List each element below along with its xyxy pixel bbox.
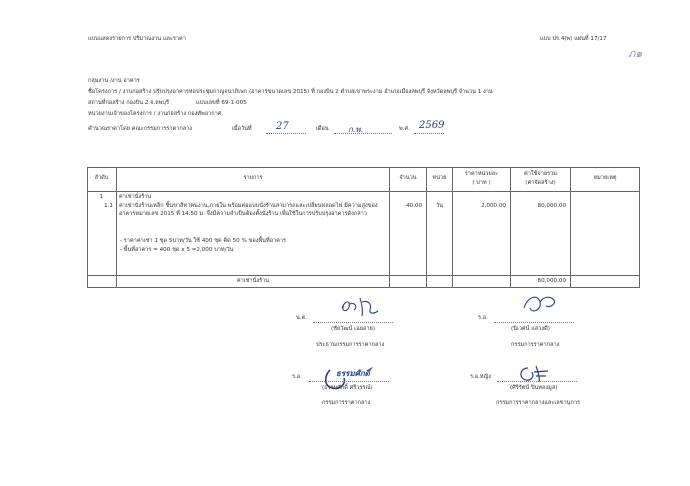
date-month-dots bbox=[334, 133, 392, 134]
signature-member-2-handwriting: ธรรมศักดิ์ bbox=[336, 368, 370, 378]
year-label: พ.ศ. bbox=[399, 126, 410, 132]
date-year: 2569 bbox=[419, 120, 445, 131]
table-rule bbox=[570, 167, 571, 288]
date-day-dots bbox=[266, 133, 306, 134]
date-day: 27 bbox=[276, 121, 289, 132]
date-label: เมื่อวันที่ bbox=[232, 126, 252, 132]
price-table bbox=[87, 167, 640, 288]
signature-name: (นิเวศน์ แสวงดี) bbox=[511, 326, 550, 332]
table-rule bbox=[426, 167, 427, 288]
total-value: 80,000.00 bbox=[537, 278, 566, 284]
total-label: ค่าเช่านั่งร้าน bbox=[236, 278, 270, 284]
table-rule bbox=[87, 287, 640, 288]
signature-name: (ศิริรัตน์ ปิ่นทองมูล) bbox=[510, 385, 558, 391]
item-unit: วัน bbox=[436, 203, 443, 209]
signature-chairman bbox=[336, 294, 384, 318]
item-qty: 40.00 bbox=[405, 203, 422, 209]
table-rule bbox=[639, 167, 640, 288]
project-line: ชื่อโครงการ / งานก่อสร้าง ปรับปรุงอาคารหอประชุมกาญจนาภิเษก (อาคารขนาดเลข 2015) ที่ กองบิน 2 ตำบลเขาพระงาม อำเภอเมืองลพบุรี จังหวัดลพบุรี จำนวน 1 งาน bbox=[88, 89, 493, 95]
col-header-remark: หมายเหตุ bbox=[593, 175, 617, 181]
signature-rank: ร.อ.หญิง bbox=[470, 374, 492, 380]
form-code: แบบ ปร.4(พ) แผ่นที่ 17/17 bbox=[540, 36, 607, 42]
date-year-dots bbox=[414, 133, 444, 134]
item-unit-price: 2,000.00 bbox=[481, 203, 506, 209]
signature-line bbox=[494, 322, 574, 323]
signature-name: (ธรรมศักดิ์ ศรีวรรณ์) bbox=[322, 385, 373, 391]
section-no: 1 bbox=[99, 194, 104, 200]
col-header-unit: หน่วย bbox=[432, 175, 447, 181]
table-rule bbox=[87, 275, 640, 276]
signature-rank: ร.อ. bbox=[292, 374, 302, 380]
col-header-unit-price-sub: ( บาท ) bbox=[472, 180, 491, 186]
item-no: 1.1 bbox=[104, 203, 113, 209]
signature-secretary bbox=[514, 362, 554, 386]
signature-rank: ร.อ. bbox=[478, 315, 488, 321]
corner-mark: ภ๑ bbox=[628, 47, 643, 60]
signature-role: ประธานกรรมการราคากลาง bbox=[316, 342, 385, 348]
signature-name: (ชัยวัฒน์ เฉยอาย) bbox=[331, 326, 376, 332]
item-description: ค่าเช่านั่งร้านเหล็ก ชิ้นขาสีทาคนงาน,ภายใน พร้อมต่อแบบนั่งร้านสามารถและเปลี่ยนหลอดไฟ มีความสูงของอาคารหมายเลข 2015 ที่ 14.50 ม. จึงมีความจำเป็นต้องตั้งนั่งร้าน เพื่อใช้ในการปรับปรุงอาคารดังกล่าว bbox=[119, 203, 378, 217]
plan-no: แบบเลขที่ 69-1-005 bbox=[196, 100, 247, 106]
signature-role: กรรมการราคากลาง bbox=[322, 400, 371, 406]
signature-member bbox=[520, 290, 560, 320]
item-note: - ราคาค่าเช่า 1 ชุด 5บาท/วัน ใช้ 400 ชุด คิด 50 % ของพื้นที่อาคาร bbox=[120, 238, 287, 244]
col-header-no: ลำดับ bbox=[94, 175, 109, 181]
item-total: 80,000.00 bbox=[537, 203, 566, 209]
table-rule bbox=[389, 167, 390, 288]
table-rule bbox=[87, 167, 88, 288]
col-header-unit-price: ราคาหน่วยละ bbox=[464, 171, 499, 177]
table-rule bbox=[87, 167, 640, 168]
col-header-qty: จำนวน bbox=[399, 175, 417, 181]
table-rule bbox=[116, 167, 117, 288]
signature-line bbox=[309, 381, 389, 382]
group-line: กลุ่มงาน /งาน อาคาร bbox=[88, 78, 140, 84]
signature-rank: น.ต. bbox=[296, 315, 308, 321]
form-title: แบบแสดงรายการ ปริมาณงาน และราคา bbox=[88, 36, 186, 42]
month-label: เดือน bbox=[316, 126, 329, 132]
col-header-cost: ค่าใช้จ่ายรวม bbox=[524, 171, 557, 177]
signature-line bbox=[313, 322, 393, 323]
item-note: - พื้นที่อาคาร = 400 ชุด x 5 =2,000 บาท/วัน bbox=[120, 247, 234, 253]
table-rule bbox=[87, 191, 640, 192]
location-line: สถานที่ก่อสร้าง กองบิน 2 จ.ลพบุรี bbox=[88, 100, 169, 106]
agency-line: หน่วยงานเจ้าของโครงการ / งานก่อสร้าง กองทัพอากาศ bbox=[88, 111, 222, 117]
calc-by: คำนวณราคาโดย คณะกรรมการราคากลาง bbox=[88, 126, 193, 132]
section-title: ค่าเช่านั่งร้าน bbox=[119, 194, 152, 200]
signature-role: กรรมการราคากลาง bbox=[511, 342, 560, 348]
signature-line bbox=[497, 381, 577, 382]
signature-role: กรรมการราคากลางและเลขานุการ bbox=[496, 400, 581, 406]
col-header-item: รายการ bbox=[243, 175, 263, 181]
date-month: ก.พ. bbox=[348, 125, 364, 134]
col-header-cost-sub: (ค่าจัดสร้าง) bbox=[525, 180, 556, 186]
